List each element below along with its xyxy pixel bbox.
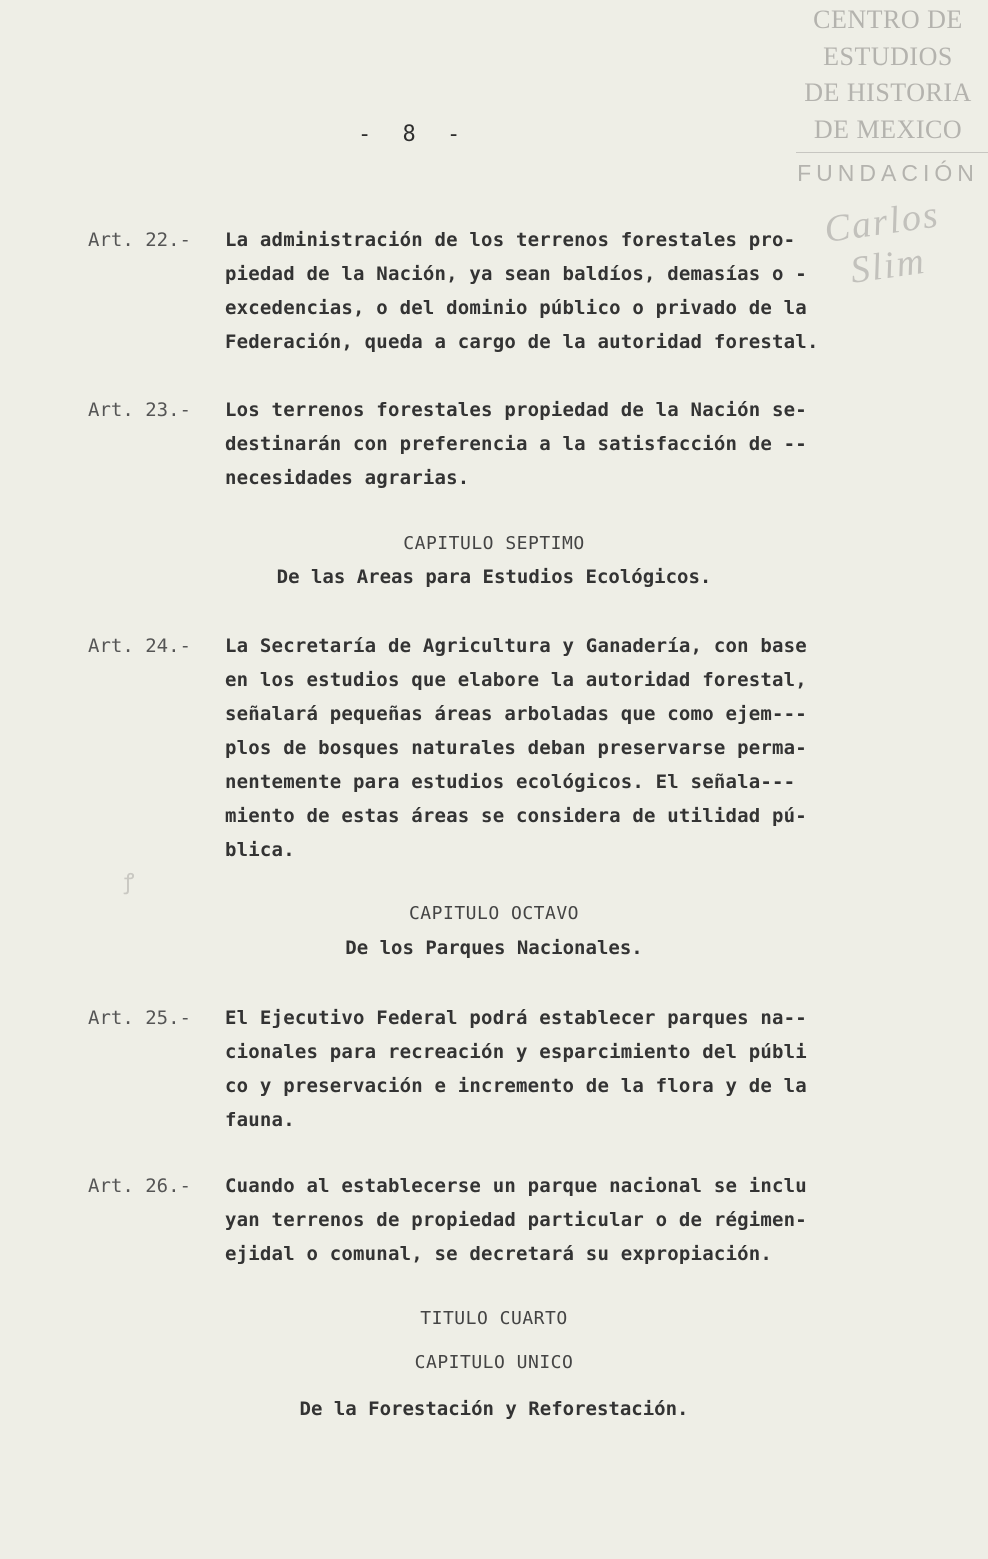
chapter-7-title: CAPITULO SEPTIMO: [403, 533, 585, 554]
article-body: [225, 1001, 905, 1137]
stamp-divider: [796, 152, 988, 153]
article-25: [88, 1001, 918, 1137]
stamp-foundation: FUNDACIÓN: [797, 160, 979, 186]
pencil-mark: ꝭ: [124, 870, 135, 895]
article-line: yan terrenos de propiedad particular o de régimen-: [225, 1209, 807, 1231]
title-4-heading: TITULO CUARTO: [420, 1308, 568, 1329]
article-line: La administración de los terrenos forestales pro-: [225, 229, 796, 251]
article-line: Los terrenos forestales propiedad de la Nación se-: [225, 399, 807, 421]
stamp-line: DE MEXICO: [813, 114, 963, 144]
stamp-signature: Carlos Slim: [821, 193, 943, 292]
stamp-line: DE HISTORIA: [804, 78, 972, 107]
article-body: [225, 1169, 905, 1271]
article-body: [225, 223, 905, 359]
article-line: ejidal o comunal, se decretará su expropiación.: [225, 1243, 773, 1265]
title-4-subtitle: De la Forestación y Reforestación.: [299, 1398, 689, 1420]
article-line: Cuando al establecerse un parque nacional se inclu: [225, 1175, 807, 1197]
article-line: La Secretaría de Agricultura y Ganadería, con base: [225, 635, 807, 657]
article-26: [88, 1169, 918, 1271]
article-line: fauna.: [225, 1109, 295, 1131]
page-number: - 8 -: [358, 122, 461, 147]
article-line: necesidades agrarias.: [225, 467, 470, 489]
article-line: en los estudios que elabore la autoridad forestal,: [225, 669, 807, 691]
chapter-8-title: CAPITULO OCTAVO: [408, 903, 580, 924]
article-line: señalará pequeñas áreas arboladas que como ejem---: [225, 703, 807, 725]
article-line: El Ejecutivo Federal podrá establecer parques na--: [225, 1007, 807, 1029]
article-24: [88, 629, 918, 867]
article-line: Federación, queda a cargo de la autoridad forestal.: [225, 331, 819, 353]
article-22: [88, 223, 918, 359]
article-line: blica.: [225, 839, 295, 861]
article-line: cionales para recreación y esparcimiento del públi: [225, 1041, 807, 1063]
article-line: excedencias, o del dominio público o privado de la: [225, 297, 807, 319]
archive-stamp: [788, 0, 988, 292]
article-line: destinarán con preferencia a la satisfacción de --: [225, 433, 807, 455]
article-body: [225, 393, 905, 495]
article-label: Art. 22.-: [88, 229, 191, 251]
article-label: Art. 25.-: [88, 1007, 191, 1029]
article-23: [88, 393, 918, 495]
title-4-chapter: CAPITULO UNICO: [414, 1352, 574, 1373]
stamp-line: CENTRO DE: [813, 5, 963, 34]
article-line: co y preservación e incremento de la flora y de la: [225, 1075, 807, 1097]
article-line: piedad de la Nación, ya sean baldíos, demasías o -: [225, 263, 807, 285]
article-label: Art. 23.-: [88, 399, 191, 421]
article-body: [225, 629, 905, 867]
chapter-8-subtitle: De los Parques Nacionales.: [345, 937, 643, 959]
article-line: plos de bosques naturales deban preservarse perma-: [225, 737, 807, 759]
article-line: nentemente para estudios ecológicos. El señala---: [225, 771, 796, 793]
article-label: Art. 24.-: [88, 635, 191, 657]
chapter-7-subtitle: De las Areas para Estudios Ecológicos.: [276, 566, 712, 588]
stamp-line: ESTUDIOS: [823, 41, 953, 71]
article-label: Art. 26.-: [88, 1175, 191, 1197]
article-line: miento de estas áreas se considera de utilidad pú-: [225, 805, 807, 827]
